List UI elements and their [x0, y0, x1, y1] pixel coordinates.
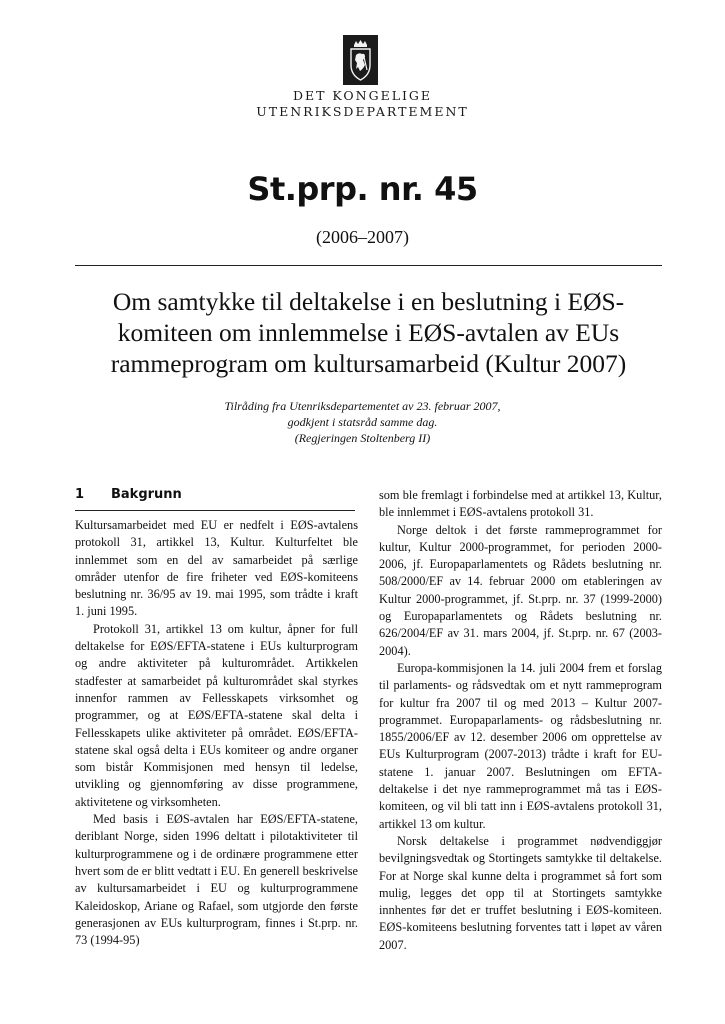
document-year: (2006–2007) — [316, 227, 409, 247]
document-subject — [70, 286, 667, 379]
paragraph: Protokoll 31, artikkel 13 om kultur, åpner for full deltakelse for EØS/EFTA-statene i EUs kulturprogram og andre aktiviteter på kulturområdet. Artikkelen stadfester at samarbeidet på kulturområdet skal styrkes innenfor rammen av Fellesskapets virksomhet og programmer, og at EØS/EFTA-statene skal delta i Fellesskapets ulike aktiviteter på området. EØS/EFTA-statene skal også delta i EUs komiteer og andre organer som bistår Kommisjonen med hensyn til ledelse, utvikling og gjennomføring av disse programmene, aktivitetene og virksomheten. — [75, 621, 358, 809]
ministry-name-line2: UTENRIKSDEPARTEMENT — [256, 104, 469, 119]
paragraph: Norsk deltakelse i programmet nødvendiggjør bevilgningsvedtak og Stortingets samtykke til deltakelse. For at Norge skal kunne delta i programmet så fort som mulig, legges det opp til at Stortingets samtykke innhentes før det er truffet beslutning i EØS-komiteen. EØS-komiteens beslutning forventes tatt i løpet av våren 2007. — [379, 833, 662, 952]
subject-line: komiteen om innlemmelse i EØS-avtalen av EUs — [117, 318, 620, 347]
paragraph: Med basis i EØS-avtalen har EØS/EFTA-statene, deriblant Norge, siden 1996 deltatt i pilotaktiviteter til kulturprogrammene og i de ordinære programmene etter hvert som de er blitt vedtatt i EU. En generell beskrivelse av kultursamarbeidet i EU og kulturprogrammene Kaleidoskop, Ariane og Rafael, som utgjorde den første generasjonen av EUs kulturprogram, finnes i St.prp. nr. 73 (1994-95) — [75, 812, 358, 948]
right-column — [379, 487, 662, 954]
title-divider — [75, 265, 662, 266]
approval-line: (Regjeringen Stoltenberg II) — [294, 431, 431, 445]
approval-line: Tilråding fra Utenriksdepartementet av 23. februar 2007, — [224, 399, 501, 413]
paragraph: Norge deltok i det første rammeprogrammet for kultur, Kultur 2000-programmet, for perioden 2000-2006, jf. Europaparlamentets og Rådets beslutning nr. 508/2000/EF av 14. februar 2000 om etableringen av Kultur 2000-programmet, jf. St.prp. nr. 37 (1999-2000) og Europaparlamentets og Rådets beslutning nr. 626/2004/EF av 31. mars 2004, jf. St.prp. nr. 67 (2003-2004). — [379, 522, 662, 658]
approval-note — [160, 398, 565, 446]
section-number: 1 — [75, 487, 85, 502]
subject-line: rammeprogram om kultursamarbeid (Kultur 2007) — [110, 349, 627, 378]
paragraph: Kultursamarbeidet med EU er nedfelt i EØS-avtalens protokoll 31, artikkel 13, Kultur. Kulturfeltet ble innlemmet som en del av samarbeidet på særlige områder utenfor de fire friheter ved EØS-komiteens beslutning nr. 36/95 av 19. mai 1995, som trådte i kraft 1. juni 1995. — [75, 518, 358, 619]
coat-of-arms-icon — [343, 35, 378, 85]
document-title: St.prp. nr. 45 — [247, 170, 478, 208]
approval-line: godkjent i statsråd samme dag. — [287, 415, 438, 429]
paragraph: som ble fremlagt i forbindelse med at artikkel 13, Kultur, ble innlemmet i EØS-avtalens protokoll 31. — [379, 488, 662, 520]
section-divider — [75, 510, 355, 511]
section-heading — [75, 487, 355, 502]
subject-line: Om samtykke til deltakelse i en beslutning i EØS- — [112, 287, 625, 316]
left-column — [75, 517, 358, 949]
paragraph: Europa-kommisjonen la 14. juli 2004 frem et forslag til parlaments- og rådsvedtak om et nytt rammeprogram for kultur fra 2007 til og med 2013 – Kultur 2007-programmet. Europaparlaments- og rådsbeslutning nr. 1855/2006/EF av 12. desember 2006 om opprettelse av EUs Kulturprogram (2007-2013) trådte i kraft for EU-statene 1. januar 2007. Beslutningen om EFTA-deltakelse i det nye rammeprogrammet må tas i EØS-komiteen, og vil bli tatt inn i EØS-avtalens protokoll 31, artikkel 13 om kultur. — [379, 660, 662, 831]
section-title: Bakgrunn — [111, 487, 182, 502]
ministry-name-line1: DET KONGELIGE — [292, 88, 433, 103]
